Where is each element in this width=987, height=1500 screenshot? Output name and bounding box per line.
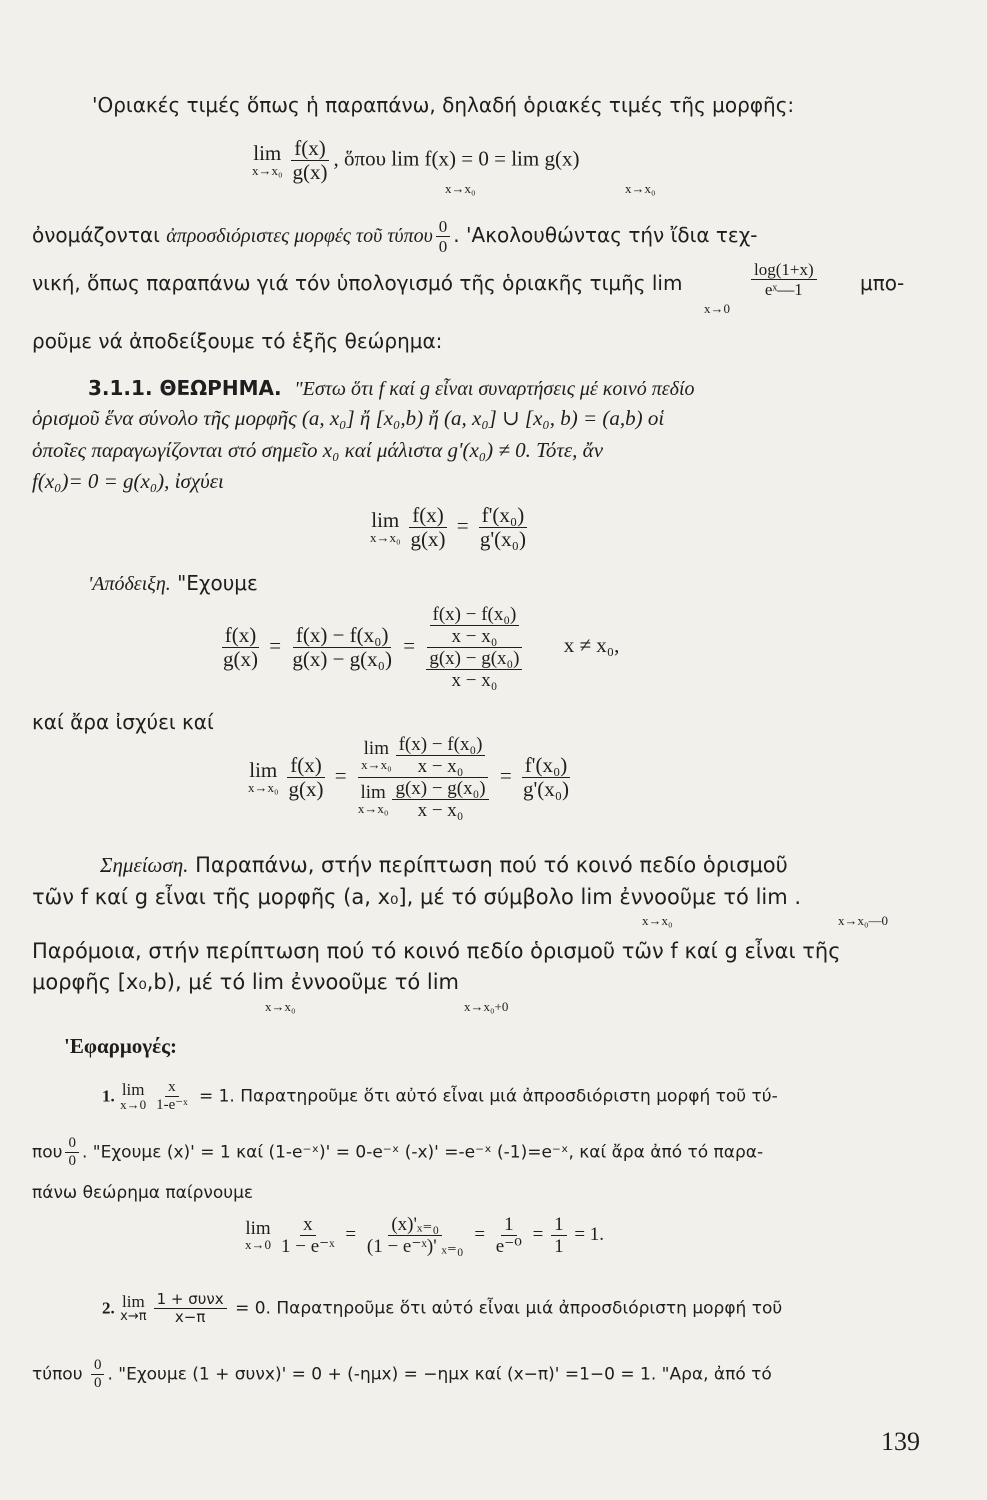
proof-heading: 'Απόδειξη. "Εχουμε: [88, 571, 258, 595]
note-line-4: μορφῆς [x₀,b), μέ τό lim ἐννοοῦμε τό lim: [32, 970, 459, 994]
application-2-line-2: τύπου $\frac{0}{0}$ . "Εχουμε (1 + συνx)' = 0 + (-ημx) = −ημx καί (x−π)' =1−0 = 1. "Αρα, ἀπό τό: [32, 1357, 772, 1391]
note-line-1: Σημείωση. Παραπάνω, στήν περίπτωση πού τό κοινό πεδίο ὁρισμοῦ: [100, 853, 788, 877]
proof-equation-2: lim x→x₀ $\frac{f(x)}{g(x)}$ = lim x→x₀ $\frac{\text{f(x) − f(x₀)}}{\text{x − x₀}}$ lim x→x₀ $\frac{\text{g(x) − g(x₀)}}{\text{x − x₀}}$ = $\frac{\text{f'(x₀)}}{\text{g'(x₀)}}$: [248, 734, 570, 821]
hyphenated-word: μπο-: [860, 271, 905, 295]
fraction: $\frac{\log(1+x)}{\text{eˣ—1}}$: [748, 261, 820, 298]
theorem-line-1: 3.1.1. ΘΕΩΡΗΜΑ. "Εστω ὅτι f καί g εἶναι συναρτήσεις μέ κοινό πεδίο: [88, 376, 695, 400]
application-1-line-2: που $\frac{0}{0}$ . "Εχουμε (x)' = 1 καί (1-e⁻ˣ)' = 0-e⁻ˣ (-x)' =-e⁻ˣ (-1)=e⁻ˣ, καί ἄρα ἀπό τό παρα-: [32, 1135, 764, 1169]
proof-and: καί ἄρα ἰσχύει καί: [32, 710, 214, 734]
limit-subscript: x→0: [704, 301, 730, 316]
page-number: 139: [881, 1427, 920, 1456]
application-1: 1. lim x→0 $\frac{x}{\text{1-e⁻ˣ}}$ = 1. Παρατηροῦμε ὅτι αὐτό εἶναι μιά ἀπροσδιόριστη μορφή τοῦ τύ-: [102, 1079, 778, 1113]
limit-subscript: x→x₀: [625, 181, 656, 196]
intro-line-1: 'Οριακές τιμές ὅπως ἡ παραπάνω, δηλαδή ὁριακές τιμές τῆς μορφῆς:: [92, 93, 795, 117]
limit-subscript: x→x₀+0: [464, 999, 509, 1014]
proof-equation-1: $\frac{f(x)}{g(x)}$ = $\frac{\text{f(x) − f(x₀)}}{\text{g(x) − g(x₀)}}$ = $\frac{\frac{\text{f(x) − f(x₀)}}{\text{x − x₀}}}{\frac{\text{g(x) − g(x₀)}}{\text{x − x₀}}}$ x ≠ x₀,: [223, 604, 620, 691]
condition: x ≠ x₀,: [563, 633, 620, 658]
limit-subscript: x→x₀—0: [838, 913, 889, 928]
theorem-equation: lim x→x₀ $\frac{f(x)}{g(x)}$ = $\frac{\text{f'(x₀)}}{\text{g'(x₀)}}$: [370, 503, 526, 551]
theorem-line-4: f(x₀)= 0 = g(x₀), ἰσχύει: [32, 469, 224, 493]
applications-heading: 'Εφαρμογές:: [64, 1034, 177, 1058]
theorem-line-2: ὁρισμοῦ ἕνα σύνολο τῆς μορφῆς (a, x₀] ἤ [x₀,b) ἤ (a, x₀] ∪ [x₀, b) = (a,b) οἱ: [32, 406, 665, 430]
theorem-line-3: ὁποῖες παραγωγίζονται στό σημεῖο x₀ καί μάλιστα g'(x₀) ≠ 0. Τότε, ἄν: [32, 438, 604, 462]
limit-subscript: x→x₀: [642, 913, 673, 928]
intro-line-4: νική, ὅπως παραπάνω γιά τόν ὑπολογισμό τῆς ὁριακῆς τιμῆς lim: [32, 271, 683, 295]
application-1-line-3: πάνω θεώρημα παίρνουμε: [32, 1183, 254, 1203]
fraction: $\frac{f(x)}{g(x)}$: [292, 136, 328, 184]
intro-line-5: ροῦμε νά ἀποδείξουμε τό ἑξῆς θεώρημα:: [32, 329, 443, 353]
note-line-3: Παρόμοια, στήν περίπτωση πού τό κοινό πεδίο ὁρισμοῦ τῶν f καί g εἶναι τῆς: [32, 939, 841, 963]
theorem-label: 3.1.1. ΘΕΩΡΗΜΑ.: [88, 376, 282, 400]
fraction: $\frac{0}{0}$: [436, 218, 451, 255]
application-1-equation: lim x→0 $\frac{x}{\text{1 − e⁻ˣ}}$ = $\frac{\text{(x)'ₓ₌₀}}{\text{(1 − e⁻ˣ)' ₓ₌₀}}$ = $\frac{1}{\text{e⁻⁰}}$ = $\frac{1}{1}$ = 1.: [245, 1214, 605, 1257]
application-2: 2. lim x→π $\frac{\text{1 + συνx}}{x-\pi}$ = 0. Παρατηροῦμε ὅτι αὐτό εἶναι μιά ἀπροσδιόριστη μορφή τοῦ: [102, 1290, 783, 1326]
formula-condition: , ὅπου lim f(x) = 0 = lim g(x): [333, 146, 580, 171]
intro-formula: [252, 138, 579, 183]
intro-line-3: ὀνομάζονται ἀπροσδιόριστες μορφές τοῦ τύπου $\frac{0}{0}$ . 'Ακολουθώντας τήν ἴδια τεχ-: [32, 217, 758, 256]
note-line-2: τῶν f καί g εἶναι τῆς μορφῆς (a, x₀], μέ τό σύμβολο lim ἐννοοῦμε τό lim .: [32, 885, 802, 909]
limit-subscript: x→x₀: [265, 999, 296, 1014]
limit-operator: lim x→x₀: [252, 140, 283, 178]
limit-subscript: x→x₀: [445, 181, 476, 196]
